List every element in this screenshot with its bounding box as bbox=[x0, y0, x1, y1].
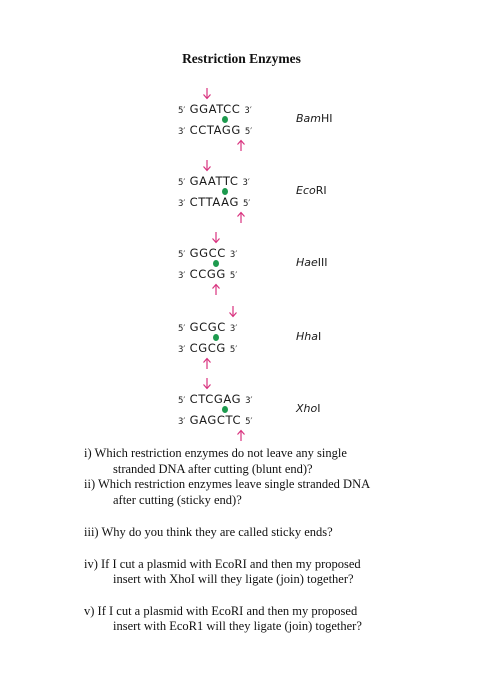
question-5-line-1: v) If I cut a plasmid with EcoRI and then my proposed bbox=[84, 603, 358, 618]
question-1-line-1: i) Which restriction enzymes do not leave any single bbox=[84, 446, 347, 460]
bottom-strand: 3′ CTTAAG 5′ bbox=[178, 195, 251, 209]
enzyme-hhai bbox=[0, 302, 483, 372]
question-5-line-2: insert with EcoR1 will they ligate (join) together? bbox=[113, 619, 362, 633]
bottom-strand: 3′ GAGCTC 5′ bbox=[178, 413, 253, 427]
top-cut-arrow-icon bbox=[202, 160, 212, 172]
question-4-line-2: insert with XhoI will they ligate (join) together? bbox=[113, 572, 354, 586]
top-cut-arrow-icon bbox=[202, 378, 212, 390]
question-5 bbox=[84, 604, 464, 635]
bottom-cut-arrow-icon bbox=[211, 283, 221, 295]
enzyme-name: HhaI bbox=[296, 330, 322, 343]
enzyme-name: XhoI bbox=[296, 402, 321, 415]
bottom-cut-arrow-icon bbox=[236, 139, 246, 151]
top-strand: 5′ GGCC 3′ bbox=[178, 246, 238, 260]
enzyme-name: BamHI bbox=[296, 112, 333, 125]
top-cut-arrow-icon bbox=[202, 88, 212, 100]
top-cut-arrow-icon bbox=[228, 306, 238, 318]
cut-site-dot bbox=[213, 334, 219, 341]
bottom-strand: 3′ CCTAGG 5′ bbox=[178, 123, 253, 137]
question-2 bbox=[84, 477, 464, 508]
cut-site-dot bbox=[222, 406, 228, 413]
bottom-strand: 3′ CGCG 5′ bbox=[178, 341, 238, 355]
bottom-strand: 3′ CCGG 5′ bbox=[178, 267, 238, 281]
top-strand: 5′ GCGC 3′ bbox=[178, 320, 238, 334]
bottom-cut-arrow-icon bbox=[202, 357, 212, 369]
enzyme-bamhi bbox=[0, 84, 483, 154]
page-title: Restriction Enzymes bbox=[182, 51, 301, 66]
top-strand: 5′ CTCGAG 3′ bbox=[178, 392, 253, 406]
question-4-line-1: iv) If I cut a plasmid with EcoRI and then my proposed bbox=[84, 556, 361, 571]
cut-site-dot bbox=[222, 188, 228, 195]
cut-site-dot bbox=[213, 260, 219, 267]
top-strand: 5′ GGATCC 3′ bbox=[178, 102, 252, 116]
question-4 bbox=[84, 557, 464, 588]
question-3 bbox=[84, 525, 464, 541]
enzyme-xhoi bbox=[0, 374, 483, 444]
question-1-line-2: stranded DNA after cutting (blunt end)? bbox=[113, 461, 313, 476]
question-2-line-2: after cutting (sticky end)? bbox=[113, 492, 242, 507]
cut-site-dot bbox=[222, 116, 228, 123]
bottom-cut-arrow-icon bbox=[236, 211, 246, 223]
enzyme-name: HaeIII bbox=[296, 256, 328, 269]
bottom-cut-arrow-icon bbox=[236, 429, 246, 441]
enzyme-haeiii bbox=[0, 228, 483, 298]
top-cut-arrow-icon bbox=[211, 232, 221, 244]
enzyme-ecori bbox=[0, 156, 483, 226]
top-strand: 5′ GAATTC 3′ bbox=[178, 174, 250, 188]
question-1 bbox=[84, 446, 464, 477]
enzyme-name: EcoRI bbox=[296, 184, 327, 197]
question-list bbox=[84, 446, 464, 635]
question-2-line-1: ii) Which restriction enzymes leave single stranded DNA bbox=[84, 477, 371, 491]
question-3-line-1: iii) Why do you think they are called sticky ends? bbox=[84, 525, 333, 539]
